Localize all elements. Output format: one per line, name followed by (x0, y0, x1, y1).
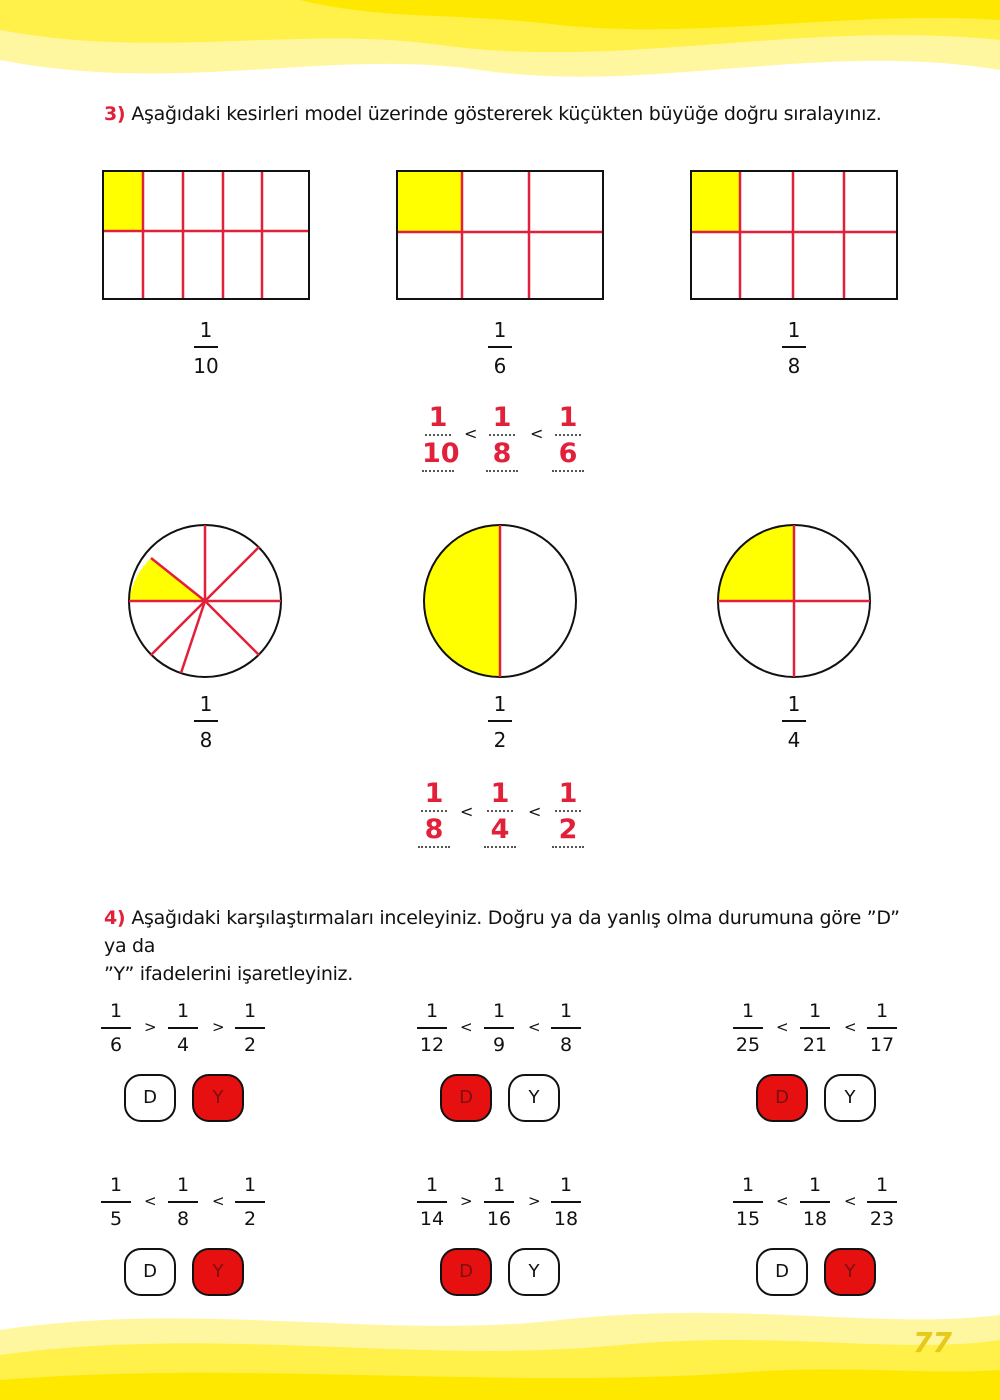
question-3-number: 3) (104, 103, 126, 125)
numerator: 1 (787, 318, 801, 342)
numerator: 1 (492, 1174, 506, 1196)
option-label: Y (212, 1087, 224, 1108)
fraction-bar (194, 346, 218, 348)
denominator: 10 (193, 354, 219, 378)
question-4-text-line-2: ”Y” ifadelerini işaretleyiniz. (104, 963, 353, 985)
relation-symbol: < (464, 424, 478, 443)
fraction-bar (235, 1027, 265, 1029)
relation-symbol: < (528, 802, 542, 821)
question-3-text: Aşağıdaki kesirleri model üzerinde göstererek küçükten büyüğe doğru sıralayınız. (131, 103, 882, 125)
rect-fraction-1 (176, 318, 236, 378)
comparison-fraction (412, 1174, 452, 1230)
relation-symbol: < (144, 1192, 157, 1210)
answer-option-y[interactable] (508, 1248, 560, 1296)
option-label: D (459, 1261, 473, 1282)
answer-option-y[interactable] (508, 1074, 560, 1122)
comparison-fraction (96, 1174, 136, 1230)
denominator: 5 (109, 1207, 123, 1230)
fraction-bar (782, 720, 806, 722)
option-label: Y (528, 1087, 540, 1108)
comparison-fraction (230, 1174, 270, 1230)
answer-option-d[interactable] (756, 1248, 808, 1296)
denominator: 9 (492, 1033, 506, 1056)
answer-option-y[interactable] (824, 1074, 876, 1122)
denominator: 16 (486, 1207, 512, 1230)
answer-option-d[interactable] (440, 1074, 492, 1122)
answer-option-y[interactable] (192, 1248, 244, 1296)
relation-symbol: < (460, 1018, 473, 1036)
question-4-title (104, 904, 904, 988)
fraction-bar (417, 1201, 447, 1203)
comparison-item (728, 1000, 958, 1160)
fraction-bar (782, 346, 806, 348)
circle-model-quarters (714, 523, 874, 683)
denominator: 2 (552, 816, 584, 848)
answer-fraction-1 (416, 404, 460, 472)
fraction-bar (417, 1027, 447, 1029)
comparison-fraction (479, 1174, 519, 1230)
denominator: 15 (735, 1207, 761, 1230)
page-number: 77 (913, 1326, 952, 1359)
comparison-fraction (862, 1174, 902, 1230)
fraction-bar (733, 1201, 763, 1203)
option-label: Y (212, 1261, 224, 1282)
answer-option-d[interactable] (756, 1074, 808, 1122)
comparison-fraction (862, 1000, 902, 1056)
question-4-text-line-1: Aşağıdaki karşılaştırmaları inceleyiniz. Doğru ya da yanlış olma durumuna göre ”D” ya da (104, 907, 900, 957)
circle-model-halves (420, 523, 580, 683)
fraction-bar (867, 1201, 897, 1203)
comparison-fraction (412, 1000, 452, 1056)
numerator: 1 (555, 780, 581, 812)
fraction-bar (101, 1201, 131, 1203)
numerator: 1 (741, 1174, 755, 1196)
fraction-bar (101, 1027, 131, 1029)
numerator: 1 (421, 780, 447, 812)
denominator: 8 (559, 1033, 573, 1056)
numerator: 1 (425, 404, 451, 436)
rect-model-tenths (102, 170, 310, 300)
fraction-bar (484, 1027, 514, 1029)
denominator: 8 (418, 816, 450, 848)
denominator: 2 (493, 728, 507, 752)
denominator: 8 (486, 440, 518, 472)
circle-model-eighths (125, 523, 285, 683)
comparison-item (96, 1000, 326, 1160)
rect-fraction-2 (470, 318, 530, 378)
answer-option-y[interactable] (192, 1074, 244, 1122)
relation-symbol: > (212, 1018, 225, 1036)
numerator: 1 (808, 1174, 822, 1196)
comparison-fraction (546, 1174, 586, 1230)
answer-fraction-1 (412, 780, 456, 848)
fraction-bar (194, 720, 218, 722)
numerator: 1 (559, 1000, 573, 1022)
denominator: 8 (199, 728, 213, 752)
fraction-bar (488, 720, 512, 722)
numerator: 1 (199, 692, 213, 716)
denominator: 8 (176, 1207, 190, 1230)
denominator: 12 (419, 1033, 445, 1056)
fraction-bar (551, 1027, 581, 1029)
numerator: 1 (425, 1000, 439, 1022)
comparison-fraction (728, 1000, 768, 1056)
comparison-fraction (96, 1000, 136, 1056)
relation-symbol: < (776, 1018, 789, 1036)
comparison-item (412, 1000, 642, 1160)
answer-option-d[interactable] (124, 1248, 176, 1296)
answer-fraction-3 (546, 780, 590, 848)
option-label: Y (844, 1087, 856, 1108)
denominator: 18 (802, 1207, 828, 1230)
rect-fraction-3 (764, 318, 824, 378)
denominator: 4 (176, 1033, 190, 1056)
question-3-title (104, 100, 881, 128)
option-label: Y (844, 1261, 856, 1282)
fraction-bar (733, 1027, 763, 1029)
fraction-bar (867, 1027, 897, 1029)
circle-fraction-1 (176, 692, 236, 752)
numerator: 1 (559, 1174, 573, 1196)
option-label: D (459, 1087, 473, 1108)
option-label: D (143, 1087, 157, 1108)
comparison-item (96, 1174, 326, 1334)
fraction-bar (551, 1201, 581, 1203)
denominator: 2 (243, 1207, 257, 1230)
rect-model-sixths (396, 170, 604, 300)
option-label: D (143, 1261, 157, 1282)
relation-symbol: > (460, 1192, 473, 1210)
denominator: 21 (802, 1033, 828, 1056)
comparison-fraction (728, 1174, 768, 1230)
option-label: D (775, 1261, 789, 1282)
numerator: 1 (176, 1000, 190, 1022)
numerator: 1 (493, 692, 507, 716)
rect-model-eighths (690, 170, 898, 300)
comparison-fraction (230, 1000, 270, 1056)
circle-fraction-3 (764, 692, 824, 752)
comparison-fraction (479, 1000, 519, 1056)
option-label: D (775, 1087, 789, 1108)
denominator: 8 (787, 354, 801, 378)
denominator: 17 (869, 1033, 895, 1056)
answer-fraction-2 (480, 404, 524, 472)
numerator: 1 (875, 1174, 889, 1196)
numerator: 1 (425, 1174, 439, 1196)
numerator: 1 (555, 404, 581, 436)
denominator: 2 (243, 1033, 257, 1056)
comparison-item (412, 1174, 642, 1334)
relation-symbol: < (460, 802, 474, 821)
denominator: 4 (484, 816, 516, 848)
rect-ordering-answer (410, 404, 590, 474)
relation-symbol: > (144, 1018, 157, 1036)
denominator: 23 (869, 1207, 895, 1230)
fraction-bar (235, 1201, 265, 1203)
relation-symbol: > (528, 1192, 541, 1210)
relation-symbol: < (528, 1018, 541, 1036)
numerator: 1 (808, 1000, 822, 1022)
fraction-bar (800, 1201, 830, 1203)
top-wave-decoration (0, 0, 1000, 110)
numerator: 1 (875, 1000, 889, 1022)
comparison-fraction (163, 1174, 203, 1230)
numerator: 1 (741, 1000, 755, 1022)
relation-symbol: < (844, 1018, 857, 1036)
comparison-fraction (795, 1174, 835, 1230)
denominator: 10 (422, 440, 454, 472)
numerator: 1 (199, 318, 213, 342)
numerator: 1 (243, 1000, 257, 1022)
answer-option-y[interactable] (824, 1248, 876, 1296)
fraction-bar (488, 346, 512, 348)
fraction-bar (484, 1201, 514, 1203)
comparison-fraction (546, 1000, 586, 1056)
denominator: 25 (735, 1033, 761, 1056)
denominator: 6 (493, 354, 507, 378)
numerator: 1 (243, 1174, 257, 1196)
numerator: 1 (493, 318, 507, 342)
relation-symbol: < (844, 1192, 857, 1210)
denominator: 14 (419, 1207, 445, 1230)
answer-fraction-2 (478, 780, 522, 848)
comparison-fraction (163, 1000, 203, 1056)
denominator: 6 (109, 1033, 123, 1056)
fraction-bar (168, 1201, 198, 1203)
fraction-bar (168, 1027, 198, 1029)
numerator: 1 (109, 1000, 123, 1022)
comparison-item (728, 1174, 958, 1334)
numerator: 1 (787, 692, 801, 716)
question-4-number: 4) (104, 907, 126, 929)
relation-symbol: < (212, 1192, 225, 1210)
denominator: 6 (552, 440, 584, 472)
answer-option-d[interactable] (440, 1248, 492, 1296)
answer-option-d[interactable] (124, 1074, 176, 1122)
comparison-fraction (795, 1000, 835, 1056)
circle-fraction-2 (470, 692, 530, 752)
denominator: 18 (553, 1207, 579, 1230)
answer-fraction-3 (546, 404, 590, 472)
numerator: 1 (487, 780, 513, 812)
numerator: 1 (489, 404, 515, 436)
denominator: 4 (787, 728, 801, 752)
relation-symbol: < (530, 424, 544, 443)
relation-symbol: < (776, 1192, 789, 1210)
numerator: 1 (176, 1174, 190, 1196)
circle-ordering-answer (410, 780, 590, 850)
option-label: Y (528, 1261, 540, 1282)
numerator: 1 (109, 1174, 123, 1196)
fraction-bar (800, 1027, 830, 1029)
numerator: 1 (492, 1000, 506, 1022)
